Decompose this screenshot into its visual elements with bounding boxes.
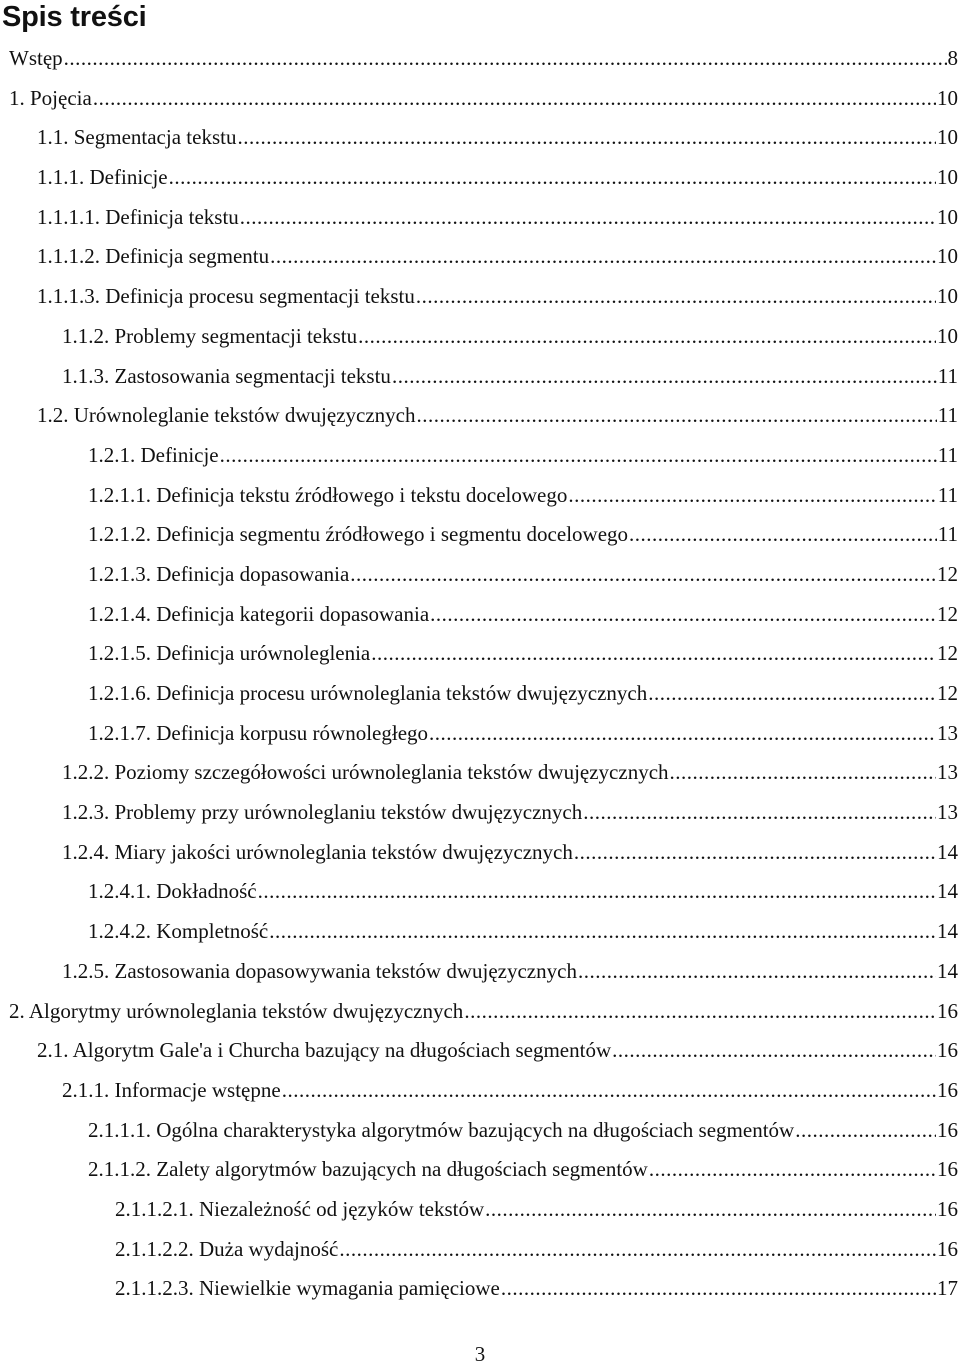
dot-leader [93, 86, 936, 110]
dot-leader [416, 403, 936, 427]
dot-leader [795, 1118, 936, 1142]
toc-entry-label: 1.2. Urównoleglanie tekstów dwujęzycznych [37, 403, 416, 428]
toc-entry[interactable] [0, 435, 960, 475]
toc-entry-label: 1.1.1. Definicje [37, 165, 168, 190]
toc-entry-page-number: 13 [937, 760, 958, 785]
dot-leader [350, 562, 936, 586]
toc-entry-page-number: 10 [937, 204, 958, 229]
dot-leader [464, 999, 936, 1023]
toc-entry-label: 1.1.1.2. Definicja segmentu [37, 244, 270, 269]
toc-entry-label: 1.1.1.3. Definicja procesu segmentacji tekstu [37, 284, 415, 309]
dot-leader [670, 760, 936, 784]
dot-leader [258, 879, 936, 903]
toc-entry-page-number: 10 [937, 284, 958, 309]
dot-leader [501, 1276, 936, 1300]
dot-leader [485, 1197, 936, 1221]
toc-entry-label: 1.2.1.2. Definicja segmentu źródłowego i segmentu docelowego [88, 522, 629, 547]
dot-leader [649, 1157, 936, 1181]
toc-entry-label: 2.1.1.2. Zalety algorytmów bazujących na długościach segmentów [88, 1157, 648, 1182]
toc-entry[interactable] [0, 1189, 960, 1229]
dot-leader [269, 919, 936, 943]
dot-leader [392, 364, 937, 388]
toc-entry-page-number: 14 [937, 839, 958, 864]
dot-leader [416, 284, 936, 308]
toc-entry-page-number: 14 [937, 958, 958, 983]
toc-entry-page-number: 13 [937, 720, 958, 745]
toc-entry-page-number: 11 [937, 522, 958, 547]
toc-entry-page-number: 11 [937, 482, 958, 507]
dot-leader [282, 1078, 936, 1102]
toc-entry-page-number: 17 [937, 1276, 958, 1301]
toc-entry-page-number: 16 [937, 1077, 958, 1102]
toc-entry-label: 1.2.4.1. Dokładność [88, 879, 257, 904]
toc-entry-label: 2.1. Algorytm Gale'a i Churcha bazujący na długościach segmentów [37, 1038, 612, 1063]
dot-leader [339, 1237, 936, 1261]
toc-entry[interactable] [0, 236, 960, 276]
toc-entry-page-number: 12 [937, 681, 958, 705]
toc-entry[interactable] [0, 1110, 960, 1150]
toc-entry-page-number: 14 [937, 879, 958, 904]
dot-leader [629, 522, 937, 546]
toc-entry-page-number: 10 [937, 85, 958, 110]
toc-entry-page-number: 11 [937, 363, 958, 388]
toc-entry[interactable] [0, 871, 960, 911]
toc-entry-page-number: 12 [937, 601, 958, 626]
toc-entry-page-number: 16 [937, 1196, 958, 1221]
dot-leader [429, 721, 936, 745]
toc-entry[interactable] [0, 276, 960, 316]
dot-leader [220, 443, 937, 467]
toc-entry[interactable] [0, 1030, 960, 1070]
dot-leader [568, 483, 936, 507]
toc-entry-label: Wstęp [9, 46, 63, 70]
toc-entry-label: 2.1.1. Informacje wstępne [62, 1077, 281, 1102]
toc-entry[interactable] [0, 475, 960, 515]
toc-entry-page-number: 8 [947, 46, 958, 70]
toc-entry-label: 1.1.3. Zastosowania segmentacji tekstu [62, 363, 391, 388]
toc-entry-page-number: 13 [937, 800, 958, 825]
toc-entry-label: 1.2.3. Problemy przy urównoleglaniu tekstów dwujęzycznych [62, 800, 583, 825]
toc-entry-label: 2.1.1.1. Ogólna charakterystyka algorytmów bazujących na długościach segmentów [88, 1117, 795, 1142]
toc-entry[interactable] [0, 594, 960, 634]
toc-entry-page-number: 12 [937, 561, 958, 586]
toc-entry-label: 1.2.1.1. Definicja tekstu źródłowego i tekstu docelowego [88, 482, 568, 507]
toc-entry[interactable] [0, 157, 960, 197]
toc-entry[interactable] [0, 832, 960, 872]
toc-entry-page-number: 10 [937, 165, 958, 190]
toc-entry[interactable] [0, 951, 960, 991]
toc-entry-label: 1.2.4. Miary jakości urównoleglania tekstów dwujęzycznych [62, 839, 573, 864]
toc-entry[interactable] [0, 395, 960, 435]
toc-entry[interactable] [0, 38, 960, 78]
toc-entry-page-number: 11 [937, 403, 958, 428]
toc-entry[interactable] [0, 991, 960, 1031]
toc-entry-page-number: 12 [937, 641, 958, 666]
toc-entry-page-number: 14 [937, 919, 958, 944]
toc-entry-page-number: 16 [937, 1117, 958, 1142]
page-number: 3 [474, 1342, 486, 1366]
toc-entry-label: 2.1.1.2.3. Niewielkie wymagania pamięciowe [115, 1276, 500, 1301]
toc-entry-page-number: 16 [937, 1038, 958, 1063]
toc-entry-label: 1.2.2. Poziomy szczegółowości urównoleglania tekstów dwujęzycznych [62, 760, 669, 785]
toc-entry[interactable] [0, 1268, 960, 1308]
toc-entry-page-number: 10 [937, 323, 958, 348]
toc-entry[interactable] [0, 78, 960, 118]
toc-entry[interactable] [0, 1149, 960, 1189]
dot-leader [270, 244, 936, 268]
toc-entry[interactable] [0, 792, 960, 832]
dot-leader [371, 641, 936, 665]
toc-entry-label: 1.2.1.3. Definicja dopasowania [88, 561, 350, 586]
dot-leader [169, 165, 936, 189]
toc-entry[interactable] [0, 1229, 960, 1269]
toc-entry[interactable] [0, 713, 960, 753]
page-title: Spis treści [2, 1, 147, 33]
toc-entry-label: 1.1.1.1. Definicja tekstu [37, 204, 239, 229]
toc-entry[interactable] [0, 1070, 960, 1110]
toc-entry-label: 1.2.1.7. Definicja korpusu równoległego [88, 720, 429, 745]
toc-entry-label: 2. Algorytmy urównoleglania tekstów dwujęzycznych [9, 998, 464, 1023]
dot-leader [240, 205, 936, 229]
toc-entry[interactable] [0, 911, 960, 951]
toc-entry[interactable] [0, 117, 960, 157]
toc-entry[interactable] [0, 633, 960, 673]
toc-entry-label: 1.1.2. Problemy segmentacji tekstu [62, 323, 358, 348]
toc-entry-label: 2.1.1.2.2. Duża wydajność [115, 1236, 339, 1261]
toc-entry[interactable] [0, 197, 960, 237]
toc-entry-label: 1.2.1.5. Definicja urównoleglenia [88, 641, 371, 666]
toc-entry[interactable] [0, 514, 960, 554]
toc-entry-label: 2.1.1.2.1. Niezależność od języków tekstów [115, 1196, 485, 1221]
dot-leader [612, 1038, 936, 1062]
toc-entry-page-number: 16 [937, 998, 958, 1023]
toc-entry-label: 1.2.1. Definicje [88, 442, 219, 467]
toc-entry[interactable] [0, 673, 960, 713]
toc-entry-label: 1. Pojęcia [9, 85, 92, 110]
toc-entry-label: 1.2.5. Zastosowania dopasowywania tekstów dwujęzycznych [62, 958, 577, 983]
toc-entry[interactable] [0, 752, 960, 792]
dot-leader [430, 602, 936, 626]
dot-leader [358, 324, 936, 348]
dot-leader [578, 959, 936, 983]
dot-leader [64, 46, 947, 70]
toc-entry-label: 1.2.1.4. Definicja kategorii dopasowania [88, 601, 430, 626]
toc-entry-label: 1.2.4.2. Kompletność [88, 919, 269, 944]
toc-entry[interactable] [0, 316, 960, 356]
dot-leader [583, 800, 936, 824]
toc-entry-page-number: 16 [937, 1236, 958, 1261]
dot-leader [648, 681, 936, 705]
toc-entry-page-number: 16 [937, 1157, 958, 1182]
toc-entry[interactable] [0, 356, 960, 396]
toc-entry-page-number: 11 [937, 442, 958, 467]
toc-entry-page-number: 10 [937, 244, 958, 269]
dot-leader [237, 125, 936, 149]
dot-leader [574, 840, 936, 864]
toc-entry-page-number: 10 [937, 125, 958, 150]
table-of-contents [0, 38, 960, 1308]
toc-entry[interactable] [0, 554, 960, 594]
toc-entry-label: 1.1. Segmentacja tekstu [37, 125, 237, 150]
toc-entry-label: 1.2.1.6. Definicja procesu urównoleglania tekstów dwujęzycznych [88, 681, 648, 705]
